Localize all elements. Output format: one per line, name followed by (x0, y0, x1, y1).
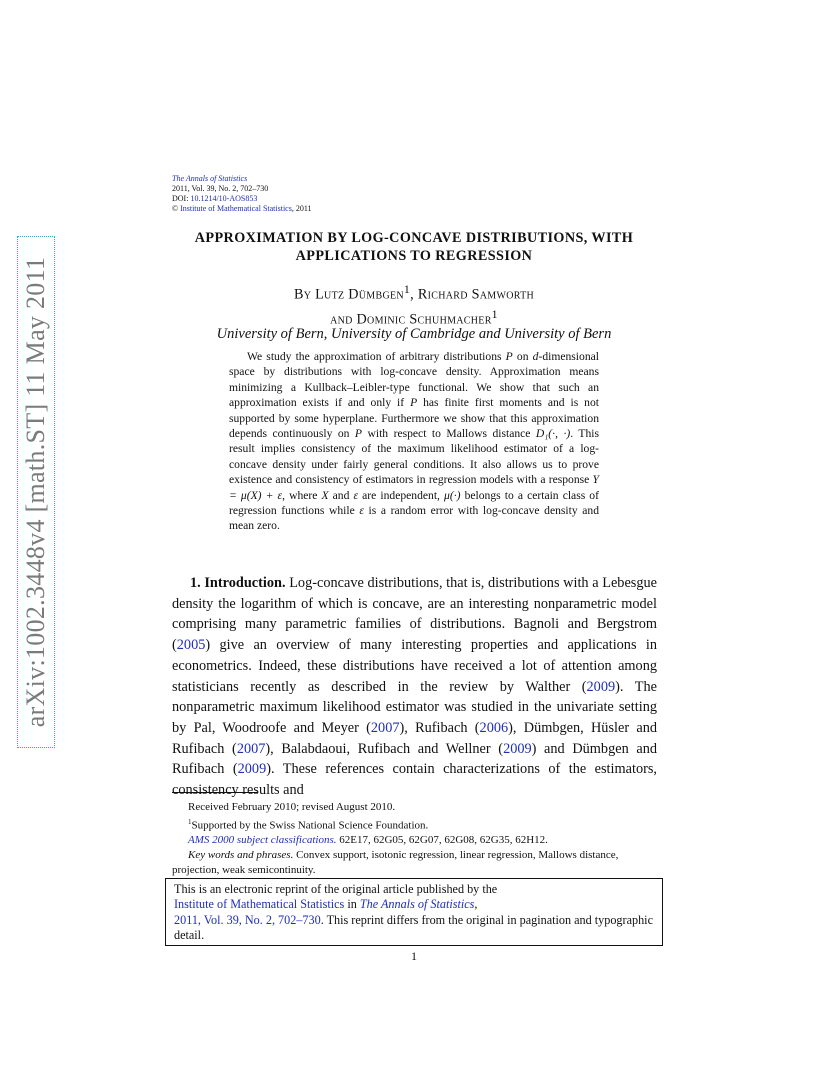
author-list (150, 280, 678, 329)
introduction-section: 1. Introduction. Log-concave distributions, that is, distributions with a Lebesgue density the logarithm of which is concave, are an interesting nonparametric model comprising many parametric families of distributions. Bagnoli and Bergstrom (2005) give an overview of many interesting properties and applications in econometrics. Indeed, these distributions have received a lot of attention among statisticians recently as described in the review by Walther (2009). The nonparametric maximum likelihood estimator was studied in the univariate setting by Pal, Woodroofe and Meyer (2007), Rufibach (2006), Dümbgen, Hüsler and Rufibach (2007), Balabdaoui, Rufibach and Wellner (2009) and Dümbgen and Rufibach (2009). These references contain characterizations of the estimators, consistency results and (172, 575, 657, 799)
title-line-1: APPROXIMATION BY LOG-CONCAVE DISTRIBUTIONS, WITH (194, 230, 634, 246)
journal-link[interactable]: The Annals of Statistics (359, 897, 475, 912)
footnote-marker[interactable]: 1 (403, 282, 411, 296)
volume-line: 2011, Vol. 39, No. 2, 702–730 (172, 184, 269, 193)
section-heading: 1. Introduction. (190, 575, 286, 591)
footnote-marker[interactable]: 1 (491, 306, 498, 321)
author-name: By Lutz Dümbgen (293, 286, 404, 303)
affiliation: University of Bern, University of Cambridge and University of Bern (216, 326, 612, 342)
footnote-divider (172, 792, 258, 793)
citation-link[interactable]: 2007 (370, 719, 400, 736)
abstract: We study the approximation of arbitrary distributions P on d-dimensional space by distributions with log-concave density. Approximation means minimizing a Kullback–Leibler-type functional. We show that such an approximation exists if and only if P has finite first moments and is not supported by some hyperplane. Furthermore we show that this approximation depends continuously on P with respect to Mallows distance D₁(·, ·). This result implies consistency of the maximum likelihood estimator of a log-concave density under fairly general conditions. It also allows us to prove existence and consistency of estimators in regression models with a response Y = μ(X) + ε, where X and ε are independent, μ(·) belongs to a certain class of regression functions while ε is a random error with log-concave density and mean zero. (229, 350, 599, 533)
citation-link[interactable]: 2005 (176, 637, 206, 654)
author-name: and Dominic Schuhmacher (330, 311, 492, 328)
title-line-2: APPLICATIONS TO REGRESSION (295, 248, 533, 264)
ams-link[interactable]: AMS 2000 subject classifications. (188, 834, 337, 847)
journal-name-link[interactable]: The Annals of Statistics (172, 174, 248, 183)
doi-line (172, 194, 312, 204)
support-note: $^1$Supported by the Swiss National Science Foundation. (188, 817, 429, 832)
footnotes (172, 800, 657, 878)
citation-link[interactable]: 2007 (236, 740, 266, 757)
copyright-icon: © (172, 204, 179, 213)
citation-link[interactable]: 2009 (503, 740, 532, 757)
author-name: , Richard Samworth (410, 286, 535, 303)
reprint-text: This is an electronic reprint of the original article published by the (174, 882, 498, 896)
author-line-1 (150, 280, 678, 305)
citation-link[interactable]: 2009 (586, 678, 616, 695)
copyright-line (172, 204, 312, 214)
citation-link[interactable]: 2009 (237, 761, 267, 778)
ams-classification: AMS 2000 subject classifications. 62E17, 62G05, 62G07, 62G08, 62G35, 62H12. (188, 834, 548, 847)
arxiv-identifier: arXiv:1002.3448v4 [math.ST] 11 May 2011 (21, 256, 50, 728)
doi-prefix: DOI: (172, 194, 191, 203)
arxiv-stamp[interactable] (17, 236, 55, 748)
doi-link[interactable]: 10.1214/10-AOS853 (190, 194, 258, 203)
citation-link[interactable]: 2006 (479, 719, 509, 736)
page-number: 1 (411, 949, 417, 963)
volume-link[interactable]: 2011, Vol. 39, No. 2, 702–730 (174, 912, 321, 927)
ims-link[interactable]: Institute of Mathematical Statistics (174, 897, 345, 912)
paper-title (150, 229, 678, 265)
received-note: Received February 2010; revised August 2010. (188, 801, 396, 813)
reprint-notice: This is an electronic reprint of the original article published by the Institute of Mathematical Statistics in The Annals of Statistics, 2011, Vol. 39, No. 2, 702–730. This reprint differs from the original in pagination and typographic detail. (165, 878, 663, 946)
ims-link[interactable]: Institute of Mathematical Statistics (180, 204, 292, 213)
copyright-year: , 2011 (291, 204, 312, 213)
journal-header (172, 174, 312, 214)
keywords: Key words and phrases. Convex support, isotonic regression, linear regression, Mallows distance, projection, weak semicontinuity. (172, 849, 619, 876)
